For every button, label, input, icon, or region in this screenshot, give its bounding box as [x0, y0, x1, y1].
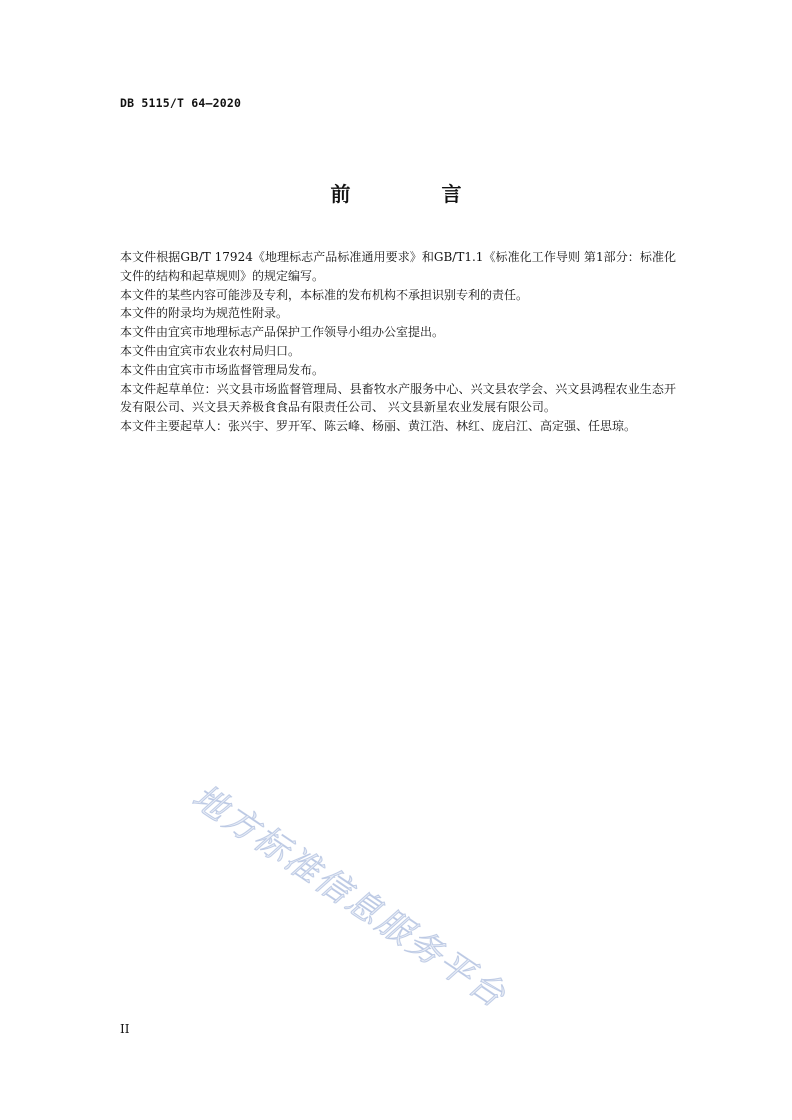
foreword-paragraph: 本文件由宜宾市农业农村局归口。: [120, 343, 301, 358]
foreword-paragraph: 本文件由宜宾市市场监督管理局发布。: [120, 362, 325, 377]
foreword-paragraph: 本文件主要起草人：张兴宇、罗开军、陈云峰、杨丽、黄江浩、林红、庞启江、高定强、任思琼。: [120, 419, 637, 434]
foreword-paragraph: 本文件的附录均为规范性附录。: [120, 306, 289, 321]
foreword-body: [120, 248, 676, 436]
foreword-paragraph: 本文件由宜宾市地理标志产品保护工作领导小组办公室提出。: [120, 325, 445, 340]
foreword-paragraph: 本文件根据GB/T 17924《地理标志产品标准通用要求》和GB/T1.1《标准化工作导则 第1部分：标准化文件的结构和起草规则》的规定编写。: [120, 250, 676, 283]
watermark: 地方标准信息服务平台: [184, 776, 514, 1017]
standard-code: DB 5115/T 64—2020: [120, 96, 242, 110]
foreword-paragraph: 本文件的某些内容可能涉及专利，本标准的发布机构不承担识别专利的责任。: [120, 287, 529, 302]
page-number: II: [120, 1022, 130, 1036]
foreword-paragraph: 本文件起草单位：兴文县市场监督管理局、县畜牧水产服务中心、兴文县农学会、兴文县鸿程农业生态开发有限公司、兴文县天养极食食品有限责任公司、 兴文县新星农业发展有限公司。: [120, 381, 676, 415]
page-title: 前 言: [330, 182, 504, 206]
